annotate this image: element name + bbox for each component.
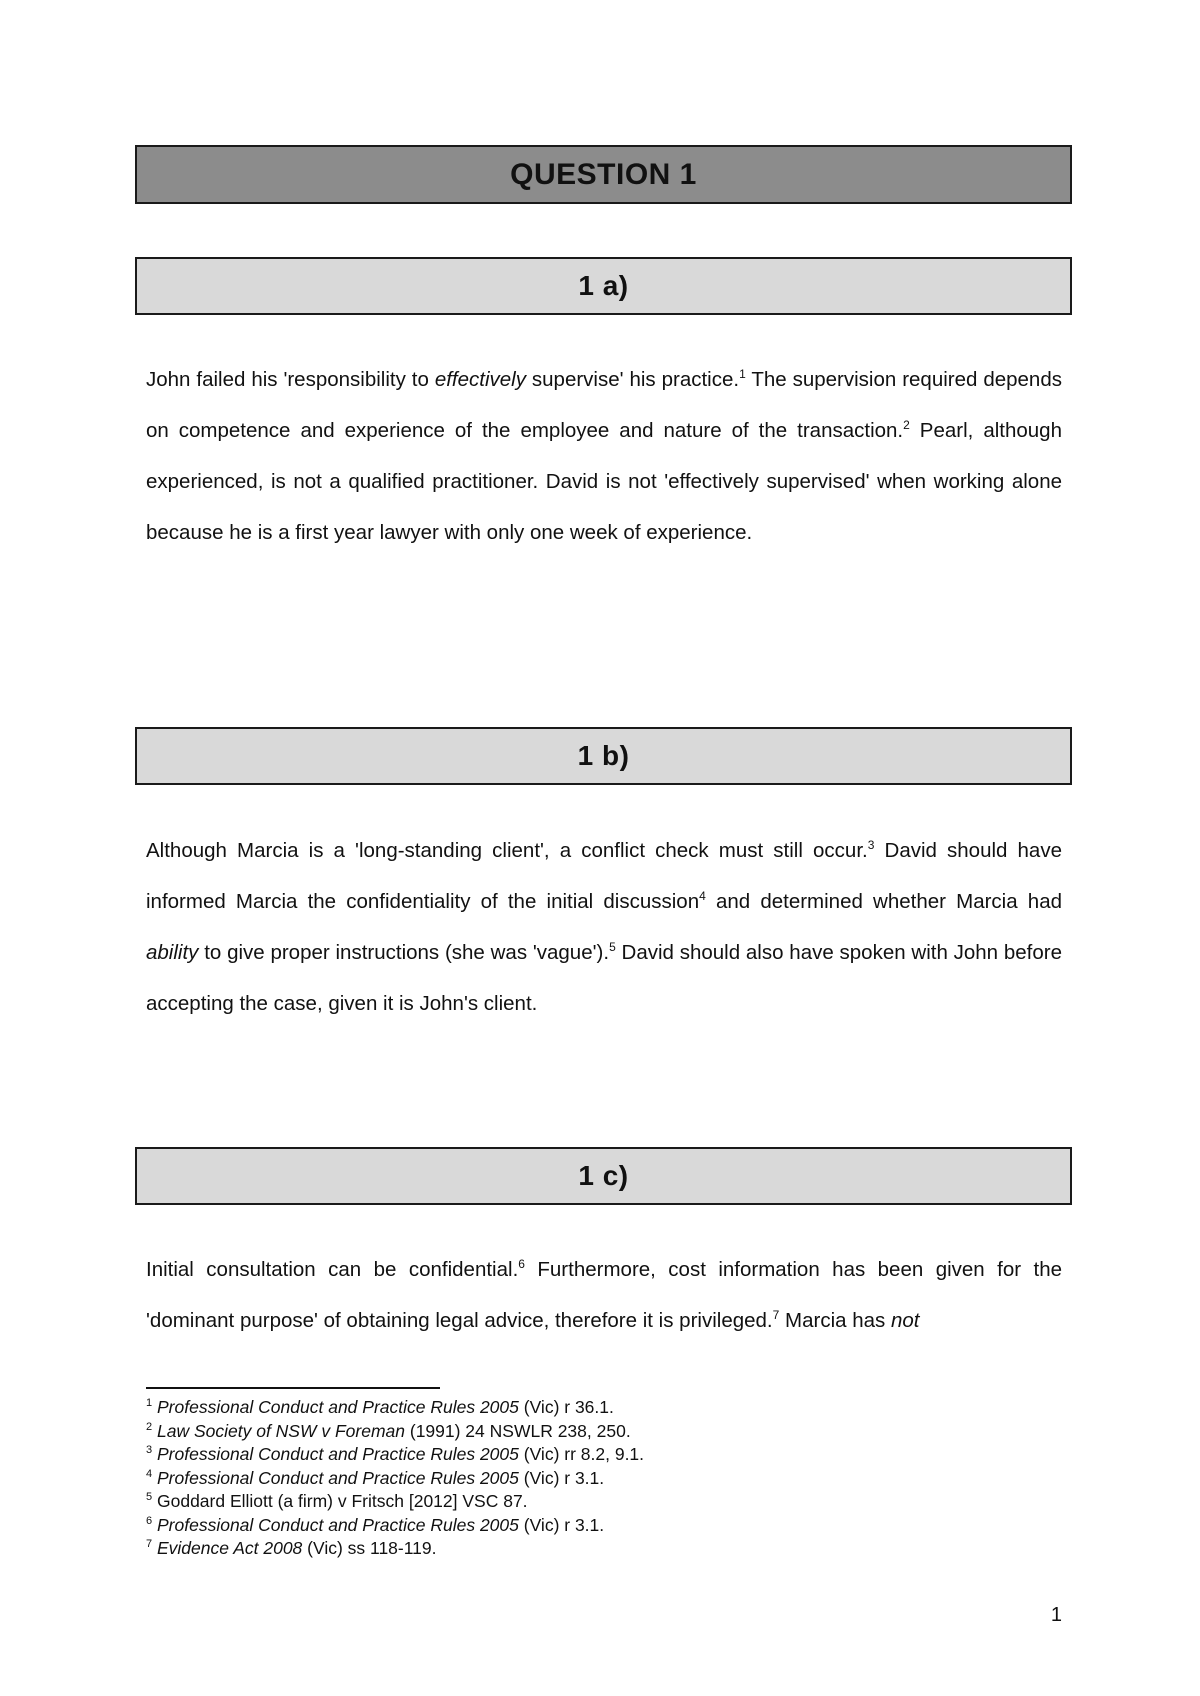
section-heading-1c — [135, 1147, 1072, 1205]
section-heading-1a — [135, 257, 1072, 315]
page-number: 1 — [1050, 1604, 1062, 1626]
footnote-item: $^2$ Law Society of NSW v Foreman (1991) 24 NSWLR 238, 250. — [146, 1420, 631, 1441]
footnote-item: $^1$ Professional Conduct and Practice Rules 2005 (Vic) r 36.1. — [146, 1397, 614, 1417]
footnote-ref-3[interactable]: 3 — [867, 838, 875, 853]
section-heading-text: 1 a) — [578, 270, 629, 301]
footnote-item: $^3$ Professional Conduct and Practice Rules 2005 (Vic) rr 8.2, 9.1. — [146, 1444, 645, 1464]
footnote-ref-4[interactable]: 4 — [699, 889, 706, 904]
section-paragraph-1b: Although Marcia is a 'long-standing client', a conflict check must still occur.$^3$ David should have informed Marcia the confidentiality of the initial discussion$^4$ and determined whether Marcia had ability to give proper instructions (she was 'vague').$^5$ David should also have spoken with John before accepting the case, given it is John's client. — [146, 838, 1062, 1015]
footnote-ref-7[interactable]: 7 — [772, 1308, 780, 1323]
section-paragraph-1a: John failed his 'responsibility to effectively supervise' his practice.$^1$ The supervision required depends on competence and experience of the employee and nature of the transaction.$^2$ Pearl, although experienced, is not a qualified practitioner. David is not 'effectively supervised' when working alone because he is a first year lawyer with only one week of experience. — [146, 367, 1062, 544]
footnote-item: $^6$ Professional Conduct and Practice Rules 2005 (Vic) r 3.1. — [146, 1514, 605, 1535]
footnote-item: $^5$ Goddard Elliott (a firm) v Fritsch [2012] VSC 87. — [146, 1491, 528, 1511]
footnote-ref-6[interactable]: 6 — [518, 1257, 525, 1272]
footnote-ref-5[interactable]: 5 — [609, 940, 616, 955]
section-heading-text: 1 c) — [578, 1160, 629, 1191]
footnote-separator — [146, 1387, 440, 1389]
question-title: QUESTION 1 — [510, 157, 697, 191]
footnote-item: $^4$ Professional Conduct and Practice Rules 2005 (Vic) r 3.1. — [146, 1467, 605, 1488]
footnote-item: $^7$ Evidence Act 2008 (Vic) ss 118-119. — [146, 1538, 437, 1558]
question-title-box — [135, 145, 1072, 204]
section-heading-text: 1 b) — [577, 740, 630, 771]
footnote-ref-2[interactable]: 2 — [903, 418, 910, 433]
footnote-ref-1[interactable]: 1 — [739, 367, 746, 382]
section-paragraph-1c: Initial consultation can be confidential.$^6$ Furthermore, cost information has been given for the 'dominant purpose' of obtaining legal advice, therefore it is privileged.$^7$ Marcia has not — [146, 1257, 1062, 1332]
section-heading-1b — [135, 727, 1072, 785]
footnotes-list — [146, 1396, 1062, 1561]
